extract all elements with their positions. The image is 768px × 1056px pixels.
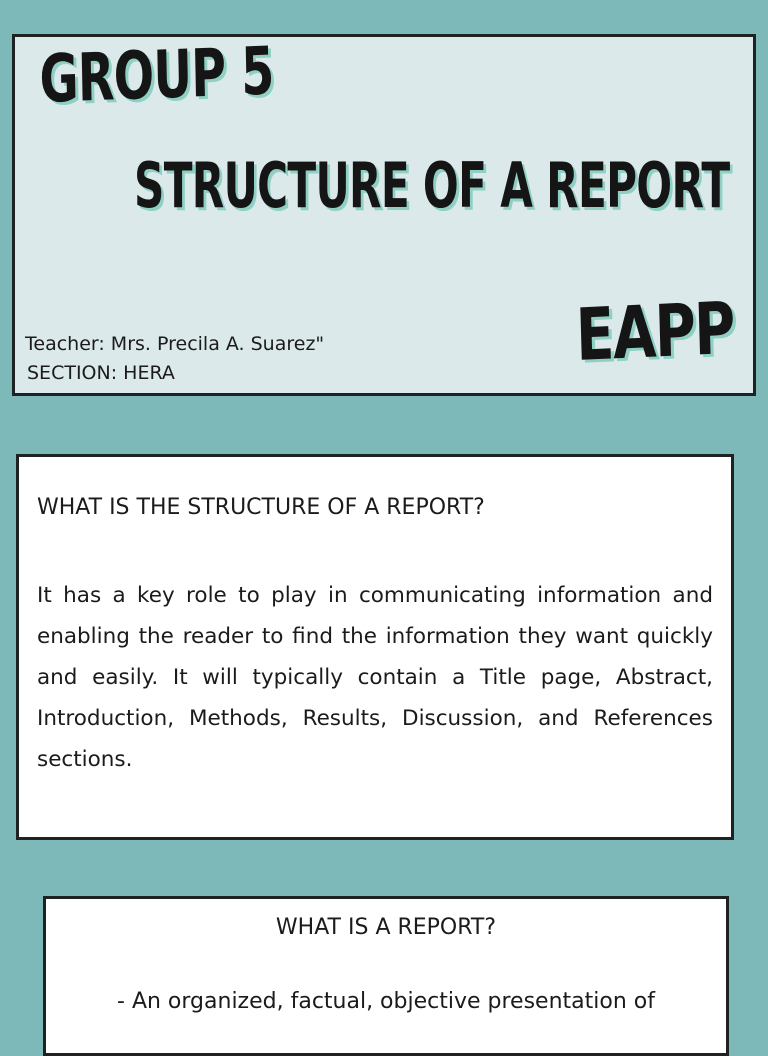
structure-body: It has a key role to play in communicating information and enabling the reader to find the information they want quickly and easily. It will typically contain a Title page, Abstract, Introduction, Methods, Results, Discussion, and References sections. [37, 583, 713, 772]
report-body: - An organized, factual, objective presentation of [117, 989, 655, 1014]
structure-heading: WHAT IS THE STRUCTURE OF A REPORT? [37, 495, 485, 520]
subject-label: EAPP [574, 285, 735, 377]
report-heading: WHAT IS A REPORT? [275, 915, 497, 940]
header-card [12, 34, 756, 396]
group-label: GROUP 5 [38, 32, 275, 118]
report-definition-card [43, 896, 729, 1056]
section-line: SECTION: HERA [27, 362, 175, 384]
teacher-line: Teacher: Mrs. Precila A. Suarez" [25, 333, 325, 355]
structure-card [16, 454, 734, 840]
report-title: STRUCTURE OF A REPORT [134, 149, 730, 222]
